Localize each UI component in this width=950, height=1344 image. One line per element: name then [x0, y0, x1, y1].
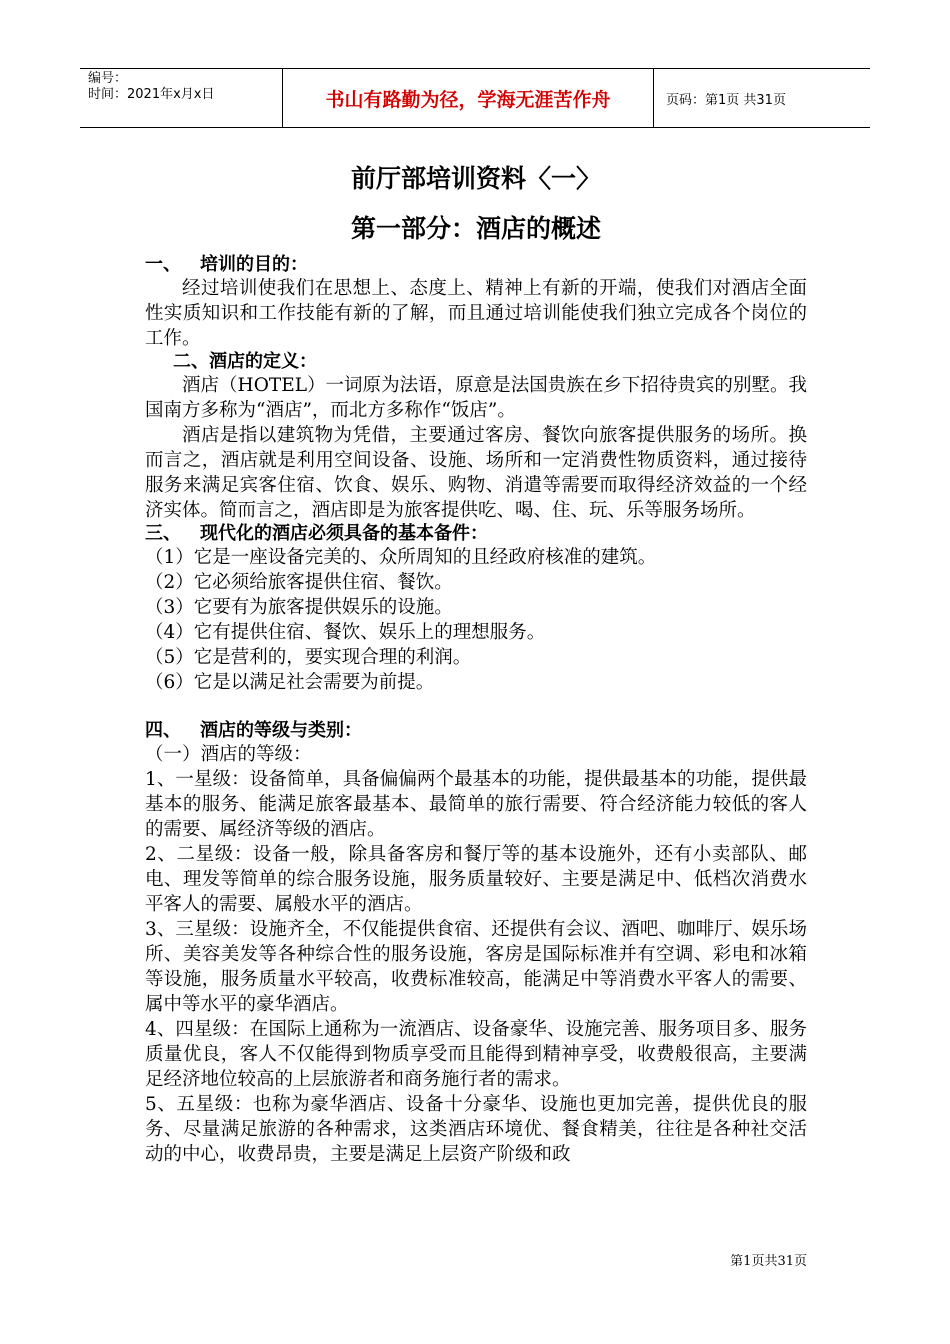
section-4-title: 酒店的等级与类别：	[200, 720, 362, 741]
section-4-number: 四、	[145, 720, 181, 741]
header-number-label: 编号：	[88, 71, 128, 86]
star-level-paragraph: 1、一星级：设备简单，具备偏偏两个最基本的功能，提供最基本的功能，提供最基本的服务、能满足旅客最基本、最简单的旅行需要、符合经济能力较低的客人的需要、属经济等级的酒店。	[145, 769, 807, 840]
document-subtitle: 第一部分：酒店的概述	[350, 214, 601, 243]
header-meta	[80, 69, 282, 127]
page-header	[80, 68, 870, 128]
section-1-title: 培训的目的：	[200, 254, 308, 275]
list-item: （5）它是营利的，要实现合理的利润。	[145, 647, 472, 668]
section-3-title: 现代化的酒店必须具备的基本备件：	[200, 523, 488, 544]
star-level-paragraph: 4、四星级：在国际上通称为一流酒店、设备豪华、设施完善、服务项目多、服务质量优良，客人不仅能得到物质享受而且能得到精神享受，收费般很高，主要满足经济地位较高的上层旅游者和商务施行者的需求。	[145, 1019, 807, 1090]
header-page-label: 页码：第1页 共31页	[666, 92, 786, 108]
section-2-paragraph-1: 酒店（HOTEL）一词原为法语，原意是法国贵族在乡下招待贵宾的别墅。我国南方多称为“酒店”，而北方多称作“饭店”。	[145, 375, 807, 421]
list-item: （6）它是以满足社会需要为前提。	[145, 672, 435, 693]
header-motto: 书山有路勤为径，学海无涯苦作舟	[282, 69, 654, 127]
section-1-heading	[145, 254, 807, 276]
list-item: （3）它要有为旅客提供娱乐的设施。	[145, 597, 453, 618]
document-body	[145, 160, 807, 1167]
list-item: （1）它是一座设备完美的、众所周知的且经政府核准的建筑。	[145, 547, 657, 568]
section-2-paragraph-2: 酒店是指以建筑物为凭借，主要通过客房、餐饮向旅客提供服务的场所。换而言之，酒店就是利用空间设备、设施、场所和一定消费性物质资料，通过接待服务来满足宾客住宿、饮食、娱乐、购物、消遣等需要而取得经济效益的一个经济实体。简而言之，酒店即是为旅客提供吃、喝、住、玩、乐等服务场所。	[145, 425, 807, 521]
section-3-number: 三、	[145, 523, 181, 544]
section-3-heading	[145, 523, 807, 545]
section-4-subheading: （一）酒店的等级：	[145, 744, 312, 765]
section-4-heading	[145, 720, 807, 742]
section-1-paragraph: 经过培训使我们在思想上、态度上、精神上有新的开端，使我们对酒店全面性实质知识和工作技能有新的了解，而且通过培训能使我们独立完成各个岗位的工作。	[145, 278, 807, 349]
header-time-label: 时间：2021年x月x日	[88, 87, 215, 102]
list-item: （4）它有提供住宿、餐饮、娱乐上的理想服务。	[145, 622, 546, 643]
star-level-paragraph: 2、二星级：设备一般，除具备客房和餐厅等的基本设施外，还有小卖部队、邮电、理发等简单的综合服务设施，服务质量较好、主要是满足中、低档次消费水平客人的需要、属般水平的酒店。	[145, 844, 807, 915]
page-footer: 第1页共31页	[730, 1254, 807, 1269]
document-title: 前厅部培训资料〈一〉	[350, 164, 601, 193]
spacer	[145, 695, 807, 720]
section-1-number: 一、	[145, 254, 181, 275]
star-level-paragraph: 5、五星级：也称为豪华酒店、设备十分豪华、设施也更加完善，提供优良的服务、尽量满足旅游的各种需求，这类酒店环境优、餐食精美，往往是各种社交活动的中心，收费昂贵，主要是满足上层资产阶级和政	[145, 1094, 807, 1165]
section-2-heading: 二、酒店的定义：	[173, 351, 317, 372]
star-level-paragraph: 3、三星级：设施齐全，不仅能提供食宿、还提供有会议、酒吧、咖啡厅、娱乐场所、美容美发等各种综合性的服务设施，客房是国际标准并有空调、彩电和冰箱等设施，服务质量水平较高，收费标准较高，能满足中等消费水平客人的需要、属中等水平的豪华酒店。	[145, 919, 807, 1015]
list-item: （2）它必须给旅客提供住宿、餐饮。	[145, 572, 453, 593]
